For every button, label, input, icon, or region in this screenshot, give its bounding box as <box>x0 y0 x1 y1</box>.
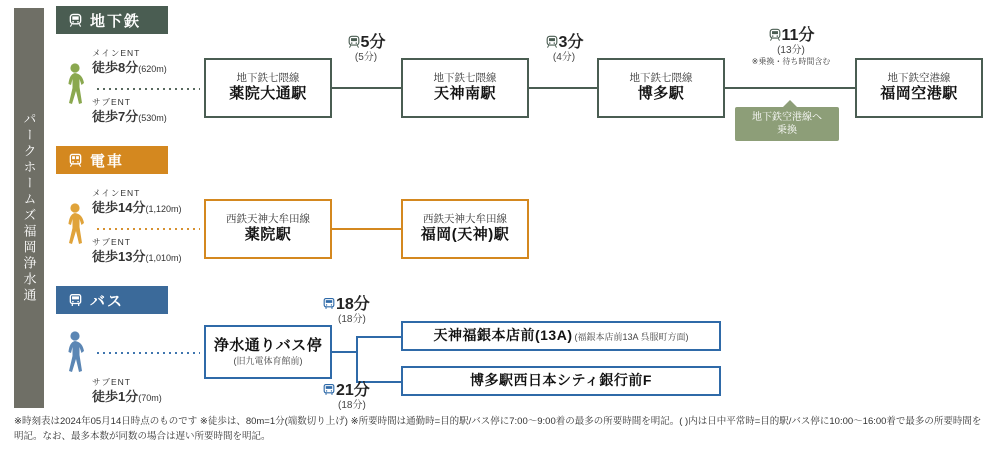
walk-sub-entrance-bus <box>92 377 212 406</box>
walk-sub-time-bus: 徒歩1分 <box>92 389 139 405</box>
line-segment-2 <box>529 87 597 89</box>
walk-sub-dist-subway: (530m) <box>138 113 167 124</box>
walk-main-entrance-subway <box>92 48 202 77</box>
walk-main-label-subway: メインENT <box>92 48 141 58</box>
subway-icon <box>68 13 83 28</box>
section-header-subway <box>56 6 168 34</box>
bus-destination-2 <box>401 366 721 396</box>
station-tenjin-minami <box>401 58 529 118</box>
bus-destination-1-sub: (福銀本店前13A 呉服町方面) <box>574 332 689 343</box>
duration-3-time: 11分 <box>781 27 815 44</box>
bus-duration-1-paren: (18分) <box>338 314 366 326</box>
walk-sub-dist-train: (1,010m) <box>145 253 182 264</box>
walk-main-dist-train: (1,120m) <box>145 204 182 215</box>
dotted-connector-subway <box>95 88 200 90</box>
transfer-badge-line2: 乗換 <box>777 125 797 136</box>
section-label-train: 電車 <box>90 152 125 170</box>
line-segment-3 <box>725 87 855 89</box>
subway-icon-duration-1 <box>347 35 361 50</box>
walk-sub-label-bus: サブENT <box>92 377 132 387</box>
duration-3-note: ※乗換・待ち時間含む <box>751 56 831 66</box>
transfer-badge-line1: 地下鉄空港線へ <box>752 112 822 123</box>
station-line-4: 地下鉄空港線 <box>887 72 951 85</box>
bus-destination-1 <box>401 321 721 351</box>
transfer-pointer <box>783 100 797 107</box>
dotted-connector-bus <box>95 352 200 354</box>
station-name-2: 天神南駅 <box>433 85 496 103</box>
bus-stop-sub: (旧九電体育館前) <box>233 355 303 366</box>
bus-line-branch-1 <box>356 336 402 338</box>
bus-destination-2-name: 博多駅西日本シティ銀行前F <box>470 372 652 389</box>
bus-line-vertical <box>356 336 358 382</box>
pedestrian-icon-train <box>62 202 88 246</box>
station-name-1: 薬院大通駅 <box>229 85 307 103</box>
footnote: ※時刻表は2024年05月14日時点のものです ※徒歩は、80m=1分(端数切り上げ) ※所要時間は通勤時=目的駅/バス停に7:00〜9:00着の最多の所要時間を明記。( )内は日中平常時=目的駅/バス停に10:00〜16:00着で最多の所要時間を明記。なお、最多本数が同数の場合は遅い所要時間を明記。 <box>14 416 982 442</box>
station-line-3: 地下鉄七隈線 <box>629 72 693 85</box>
dotted-connector-train <box>95 228 200 230</box>
station-yakuin <box>204 199 332 259</box>
train-line-segment-1 <box>332 228 401 230</box>
walk-sub-entrance-subway <box>92 97 202 126</box>
pedestrian-icon-bus <box>62 330 88 374</box>
property-title-vertical: パークホームズ福岡浄水通 <box>14 8 44 408</box>
walk-main-time-train: 徒歩14分 <box>92 200 146 216</box>
station-line-2: 地下鉄七隈線 <box>433 72 497 85</box>
bus-icon-duration-2 <box>322 383 336 398</box>
subway-icon-duration-3 <box>768 28 782 43</box>
bus-destination-1-name: 天神福銀本店前(13A) <box>433 327 573 344</box>
station-fukuoka-tenjin <box>401 199 529 259</box>
station-hakata <box>597 58 725 118</box>
walk-sub-entrance-train <box>92 237 212 266</box>
station-yakuin-odori <box>204 58 332 118</box>
duration-3 <box>722 27 860 66</box>
bus-duration-2-paren: (18分) <box>338 400 366 412</box>
duration-3-paren: (13分) <box>777 45 805 57</box>
train-station-name-1: 薬院駅 <box>244 226 292 244</box>
duration-1-paren: (5分) <box>354 52 378 64</box>
section-header-train <box>56 146 168 174</box>
subway-icon-duration-2 <box>545 35 559 50</box>
walk-main-dist-subway: (620m) <box>138 64 167 75</box>
walk-sub-label-train: サブENT <box>92 237 132 247</box>
transfer-badge <box>735 107 839 141</box>
station-line-1: 地下鉄七隈線 <box>236 72 300 85</box>
walk-sub-time-train: 徒歩13分 <box>92 249 146 265</box>
bus-icon <box>68 293 83 308</box>
bus-line-stem <box>332 351 356 353</box>
station-name-4: 福岡空港駅 <box>880 85 958 103</box>
duration-2-paren: (4分) <box>552 52 576 64</box>
bus-icon-duration-1 <box>322 297 336 312</box>
line-segment-1 <box>332 87 401 89</box>
walk-sub-time-subway: 徒歩7分 <box>92 109 139 125</box>
duration-2 <box>518 34 610 64</box>
walk-main-entrance-train <box>92 188 212 217</box>
pedestrian-icon-subway <box>62 62 88 106</box>
station-fukuoka-airport <box>855 58 983 118</box>
bus-stop-josuidori <box>204 325 332 379</box>
walk-sub-label-subway: サブENT <box>92 97 132 107</box>
train-icon <box>68 153 83 168</box>
bus-duration-2-time: 21分 <box>336 382 370 399</box>
walk-main-label-train: メインENT <box>92 188 141 198</box>
bus-duration-1 <box>322 296 418 326</box>
train-station-name-2: 福岡(天神)駅 <box>420 226 510 244</box>
duration-1 <box>320 34 412 64</box>
bus-duration-1-time: 18分 <box>336 296 370 313</box>
bus-stop-name: 浄水通りバス停 <box>213 337 323 354</box>
section-header-bus <box>56 286 168 314</box>
section-label-bus: バス <box>90 292 125 310</box>
bus-duration-2 <box>322 382 418 412</box>
train-station-line-2: 西鉄天神大牟田線 <box>423 213 507 226</box>
walk-main-time-subway: 徒歩8分 <box>92 60 139 76</box>
train-station-line-1: 西鉄天神大牟田線 <box>226 213 310 226</box>
duration-1-time: 5分 <box>360 34 386 51</box>
station-name-3: 博多駅 <box>637 85 685 103</box>
walk-sub-dist-bus: (70m) <box>138 393 162 404</box>
duration-2-time: 3分 <box>558 34 584 51</box>
section-label-subway: 地下鉄 <box>90 12 142 30</box>
